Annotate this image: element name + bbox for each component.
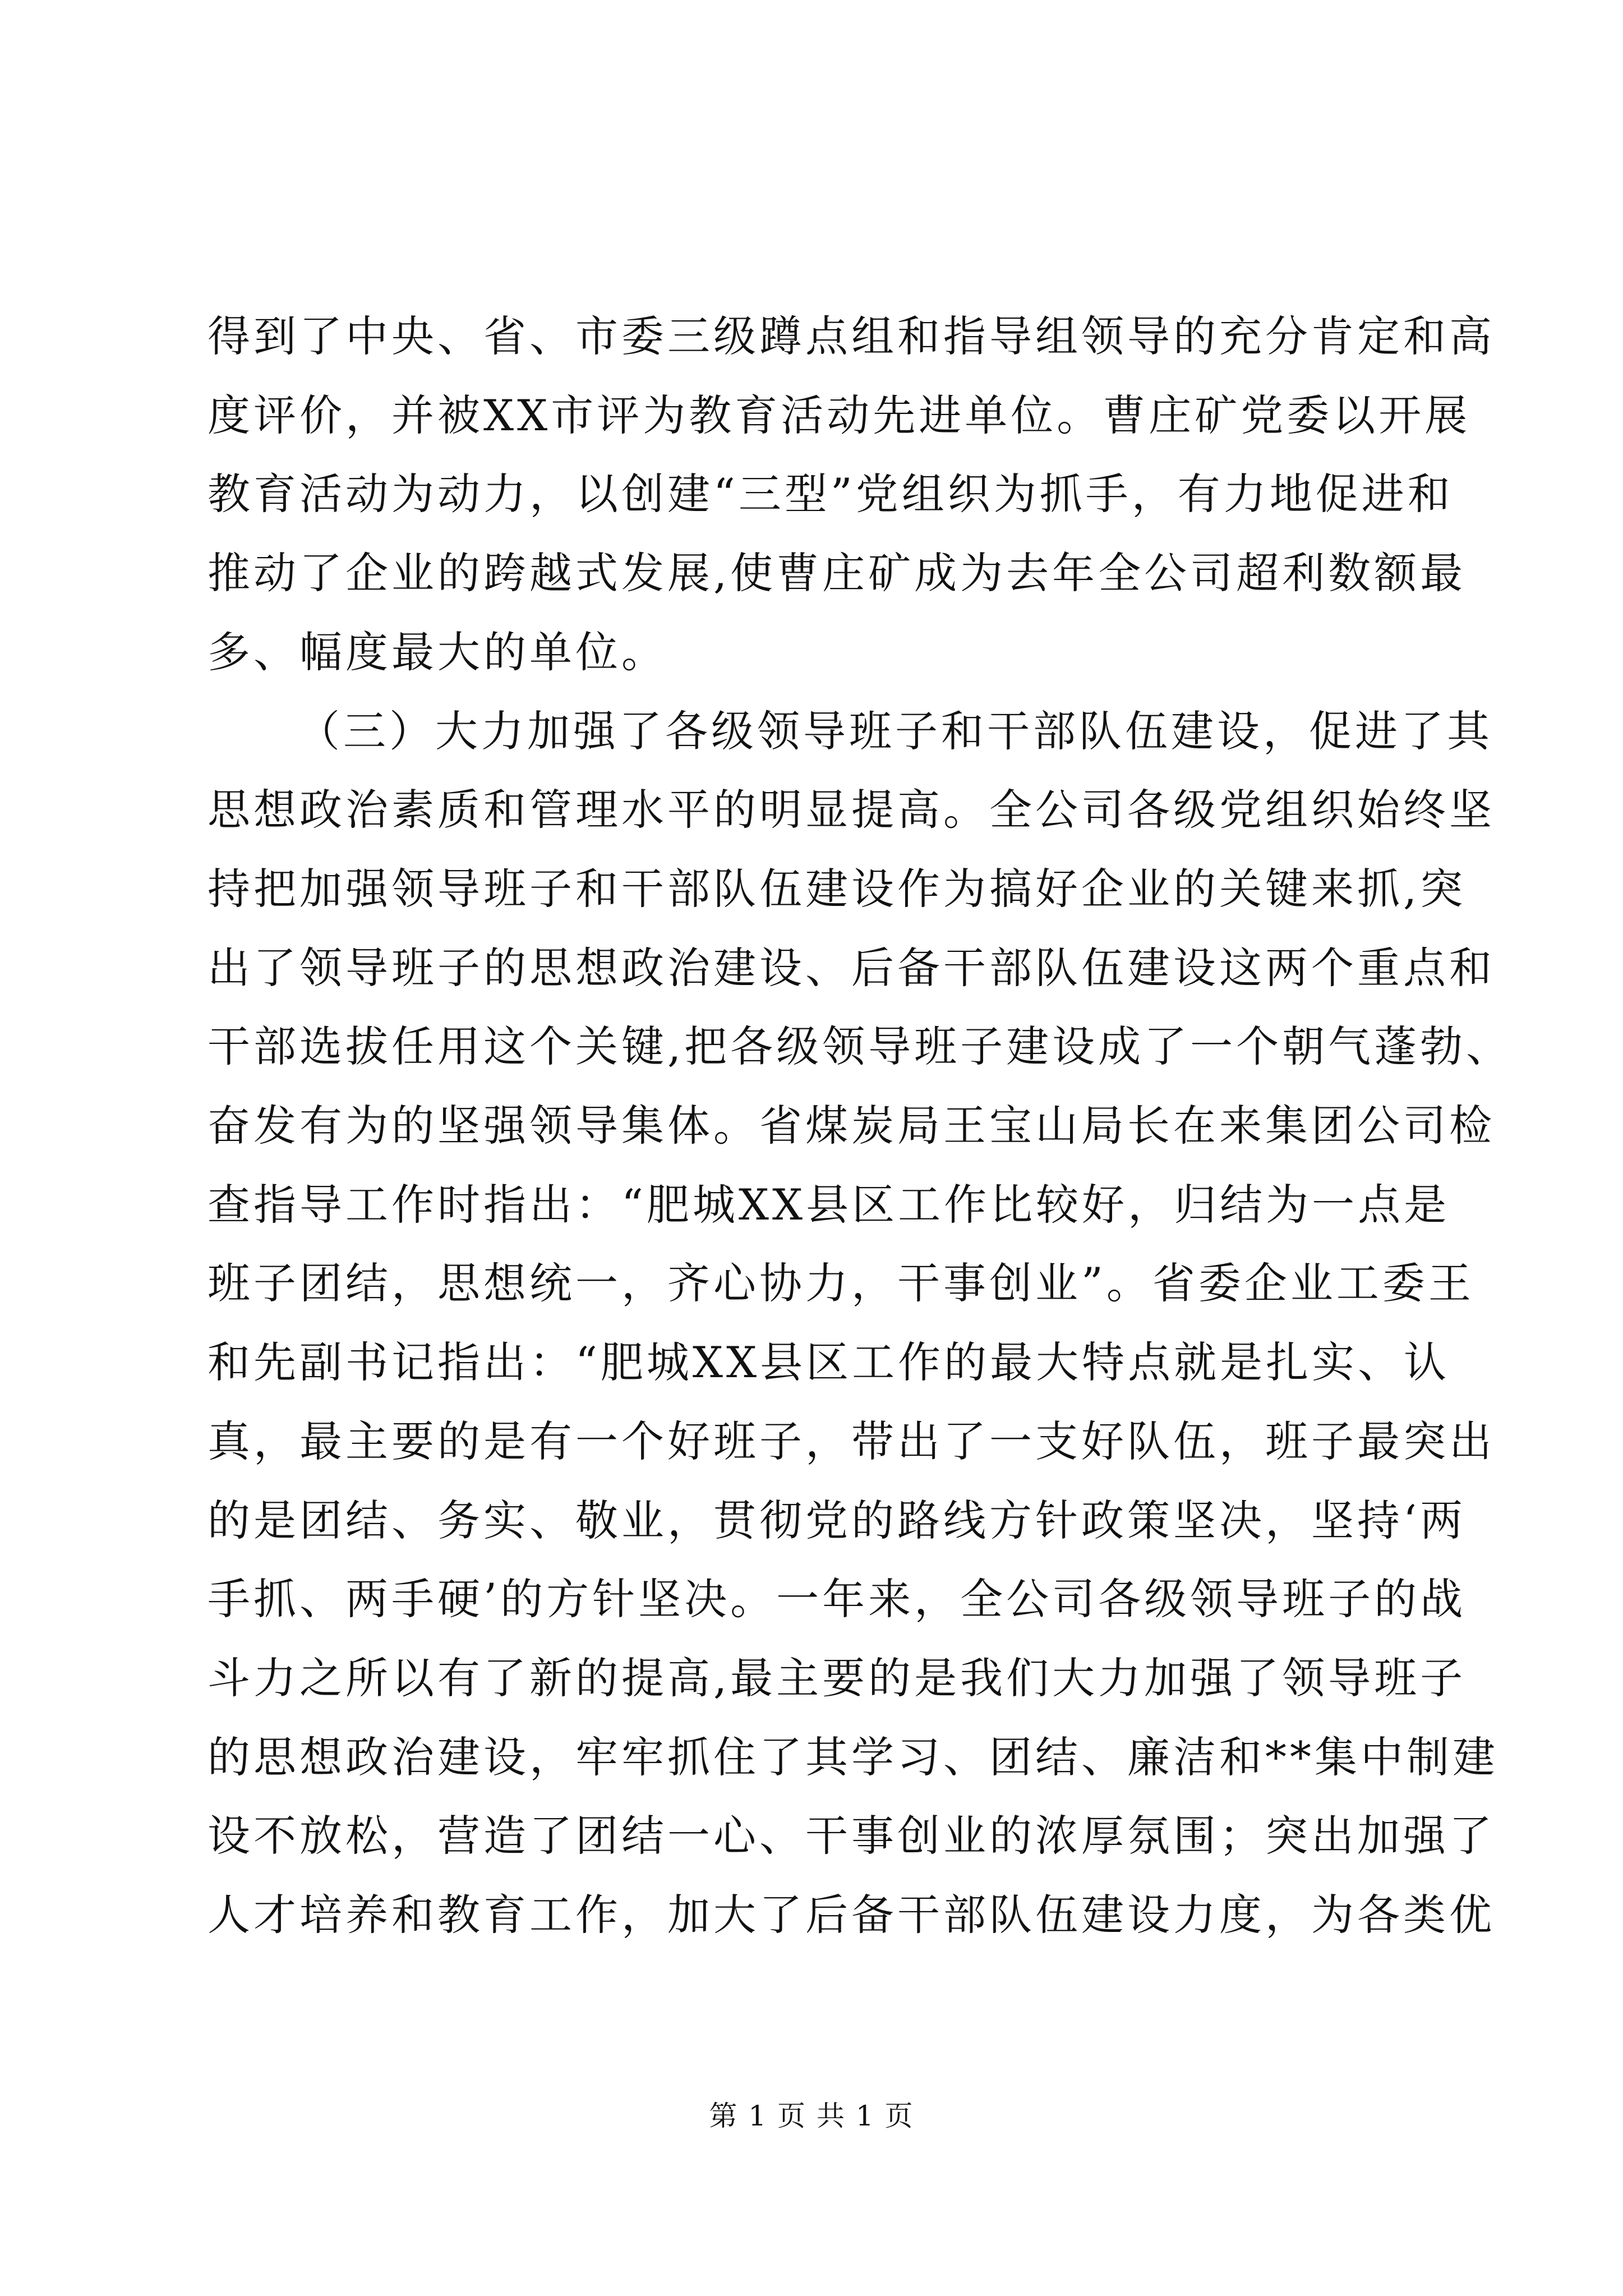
text-line: 和先副书记指出：“肥城XX县区工作的最大特点就是扎实、认 (208, 1337, 1450, 1388)
page-number-label: 第 1 页 共 1 页 (709, 2100, 914, 2132)
text-line: 真，最主要的是有一个好班子，带出了一支好队伍，班子最突出 (208, 1416, 1495, 1466)
text-line: 持把加强领导班子和干部队伍建设作为搞好企业的关键来抓,突 (208, 863, 1467, 914)
text-line: 出了领导班子的思想政治建设、后备干部队伍建设这两个重点和 (208, 942, 1495, 993)
text-line: 多、幅度最大的单位。 (208, 627, 667, 677)
text-line: 人才培养和教育工作，加大了后备干部队伍建设力度，为各类优 (208, 1890, 1495, 1940)
text-line: 推动了企业的跨越式发展,使曹庄矿成为去年全公司超利数额最 (208, 548, 1467, 599)
page-footer (0, 2099, 1623, 2133)
text-line: 手抓、两手硬’的方针坚决。一年来，全公司各级领导班子的战 (208, 1574, 1467, 1625)
text-line: 奋发有为的坚强领导集体。省煤炭局王宝山局长在来集团公司检 (208, 1101, 1495, 1151)
text-line: 思想政治素质和管理水平的明显提高。全公司各级党组织始终坚 (208, 785, 1495, 835)
text-line: 的思想政治建设，牢牢抓住了其学习、团结、廉洁和**集中制建 (208, 1732, 1498, 1782)
text-line: 查指导工作时指出：“肥城XX县区工作比较好，归结为一点是 (208, 1179, 1450, 1230)
section-heading-line: （三）大力加强了各级领导班子和干部队伍建设，促进了其 (297, 706, 1493, 756)
text-line: 斗力之所以有了新的提高,最主要的是我们大力加强了领导班子 (208, 1653, 1467, 1703)
text-line: 干部选拔任用这个关键,把各级领导班子建设成了一个朝气蓬勃、 (208, 1022, 1513, 1072)
text-line: 的是团结、务实、敬业，贯彻党的路线方针政策坚决，坚持‘两 (208, 1495, 1467, 1545)
text-line: 度评价，并被XX市评为教育活动先进单位。曹庄矿党委以开展 (208, 390, 1471, 440)
text-line: 教育活动为动力，以创建“三型”党组织为抓手，有力地促进和 (208, 469, 1454, 519)
text-line: 设不放松，营造了团结一心、干事创业的浓厚氛围；突出加强了 (208, 1811, 1495, 1861)
text-line: 班子团结，思想统一，齐心协力，干事创业”。省委企业工委王 (208, 1258, 1474, 1309)
document-body (208, 297, 1513, 1955)
text-line: 得到了中央、省、市委三级蹲点组和指导组领导的充分肯定和高 (208, 311, 1495, 361)
